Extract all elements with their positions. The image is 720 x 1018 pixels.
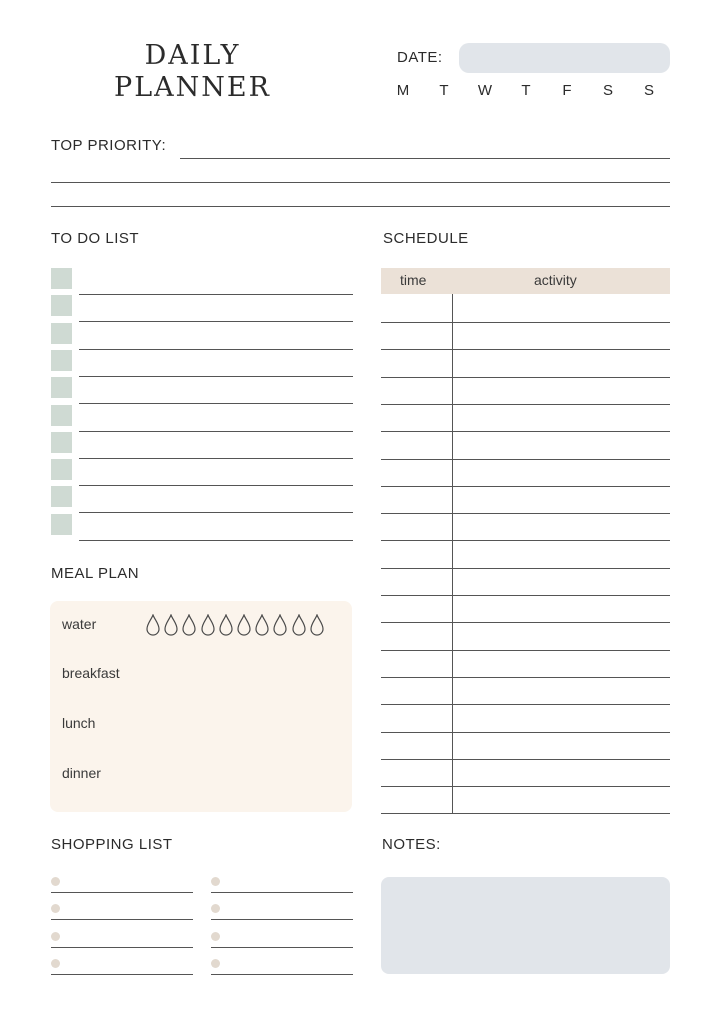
shopping-item-line[interactable] xyxy=(211,947,353,948)
todo-checkbox[interactable] xyxy=(51,486,72,507)
todo-checkbox[interactable] xyxy=(51,268,72,289)
schedule-row-line[interactable] xyxy=(381,349,670,350)
todo-line[interactable] xyxy=(79,512,353,513)
water-drop-icon[interactable] xyxy=(310,614,324,636)
top-priority-label: TOP PRIORITY: xyxy=(51,137,167,154)
water-drop-icon[interactable] xyxy=(219,614,233,636)
todo-checkbox[interactable] xyxy=(51,432,72,453)
breakfast-label: breakfast xyxy=(62,665,120,681)
schedule-row-line[interactable] xyxy=(381,650,670,651)
water-drop-icon[interactable] xyxy=(255,614,269,636)
shopping-bullet-icon xyxy=(211,904,220,913)
date-field[interactable] xyxy=(459,43,670,73)
schedule-row-line[interactable] xyxy=(381,759,670,760)
todo-checkbox[interactable] xyxy=(51,459,72,480)
todo-line[interactable] xyxy=(79,431,353,432)
weekday-2[interactable]: W xyxy=(477,82,493,99)
planner-title-line2: PLANNER xyxy=(114,72,271,103)
notes-heading: NOTES: xyxy=(382,836,441,853)
shopping-item-line[interactable] xyxy=(51,919,193,920)
planner-title-line1: DAILY xyxy=(144,40,241,71)
schedule-column-divider xyxy=(452,294,453,813)
schedule-row-line[interactable] xyxy=(381,786,670,787)
schedule-row-line[interactable] xyxy=(381,595,670,596)
top-priority-line-2[interactable] xyxy=(51,182,670,183)
water-drop-icon[interactable] xyxy=(146,614,160,636)
shopping-bullet-icon xyxy=(51,959,60,968)
weekday-1[interactable]: T xyxy=(439,82,449,99)
todo-checkbox[interactable] xyxy=(51,295,72,316)
todo-line[interactable] xyxy=(79,376,353,377)
schedule-row-line[interactable] xyxy=(381,622,670,623)
schedule-row-line[interactable] xyxy=(381,568,670,569)
todo-line[interactable] xyxy=(79,485,353,486)
schedule-row-line[interactable] xyxy=(381,813,670,814)
schedule-heading: SCHEDULE xyxy=(383,230,469,247)
shopping-item-line[interactable] xyxy=(51,947,193,948)
water-drop-icon[interactable] xyxy=(237,614,251,636)
todo-checkbox[interactable] xyxy=(51,350,72,371)
water-drop-icon[interactable] xyxy=(201,614,215,636)
top-priority-line-3[interactable] xyxy=(51,206,670,207)
schedule-row-line[interactable] xyxy=(381,677,670,678)
water-drop-icon[interactable] xyxy=(182,614,196,636)
weekday-5[interactable]: S xyxy=(602,82,613,99)
todo-line[interactable] xyxy=(79,294,353,295)
shopping-bullet-icon xyxy=(51,904,60,913)
schedule-row-line[interactable] xyxy=(381,322,670,323)
weekday-6[interactable]: S xyxy=(643,82,654,99)
notes-area[interactable] xyxy=(381,877,670,974)
water-drop-icon[interactable] xyxy=(273,614,287,636)
todo-checkbox[interactable] xyxy=(51,514,72,535)
shopping-bullet-icon xyxy=(51,932,60,941)
shopping-item-line[interactable] xyxy=(211,974,353,975)
water-drop-icon[interactable] xyxy=(292,614,306,636)
todo-checkbox[interactable] xyxy=(51,377,72,398)
todo-line[interactable] xyxy=(79,349,353,350)
date-label: DATE: xyxy=(397,49,443,66)
todo-heading: TO DO LIST xyxy=(51,230,140,247)
todo-line[interactable] xyxy=(79,321,353,322)
weekday-4[interactable]: F xyxy=(562,82,572,99)
weekday-3[interactable]: T xyxy=(521,82,531,99)
shopping-item-line[interactable] xyxy=(211,892,353,893)
schedule-activity-header: activity xyxy=(534,272,577,288)
schedule-row-line[interactable] xyxy=(381,704,670,705)
schedule-row-line[interactable] xyxy=(381,431,670,432)
schedule-row-line[interactable] xyxy=(381,377,670,378)
water-drop-icon[interactable] xyxy=(164,614,178,636)
shopping-bullet-icon xyxy=(51,877,60,886)
schedule-row-line[interactable] xyxy=(381,513,670,514)
shopping-bullet-icon xyxy=(211,932,220,941)
dinner-label: dinner xyxy=(62,765,101,781)
todo-checkbox[interactable] xyxy=(51,405,72,426)
top-priority-line-1[interactable] xyxy=(180,158,670,159)
shopping-item-line[interactable] xyxy=(51,892,193,893)
meal-plan-heading: MEAL PLAN xyxy=(51,565,140,582)
schedule-time-header: time xyxy=(400,272,427,288)
schedule-header xyxy=(381,268,670,294)
todo-line[interactable] xyxy=(79,403,353,404)
schedule-row-line[interactable] xyxy=(381,486,670,487)
shopping-item-line[interactable] xyxy=(211,919,353,920)
schedule-row-line[interactable] xyxy=(381,459,670,460)
schedule-row-line[interactable] xyxy=(381,404,670,405)
water-label: water xyxy=(62,616,97,632)
schedule-row-line[interactable] xyxy=(381,732,670,733)
todo-line[interactable] xyxy=(79,458,353,459)
todo-checkbox[interactable] xyxy=(51,323,72,344)
shopping-list-heading: SHOPPING LIST xyxy=(51,836,173,853)
schedule-row-line[interactable] xyxy=(381,540,670,541)
todo-line[interactable] xyxy=(79,540,353,541)
shopping-bullet-icon xyxy=(211,959,220,968)
shopping-item-line[interactable] xyxy=(51,974,193,975)
weekday-0[interactable]: M xyxy=(396,82,410,99)
shopping-bullet-icon xyxy=(211,877,220,886)
lunch-label: lunch xyxy=(62,715,96,731)
